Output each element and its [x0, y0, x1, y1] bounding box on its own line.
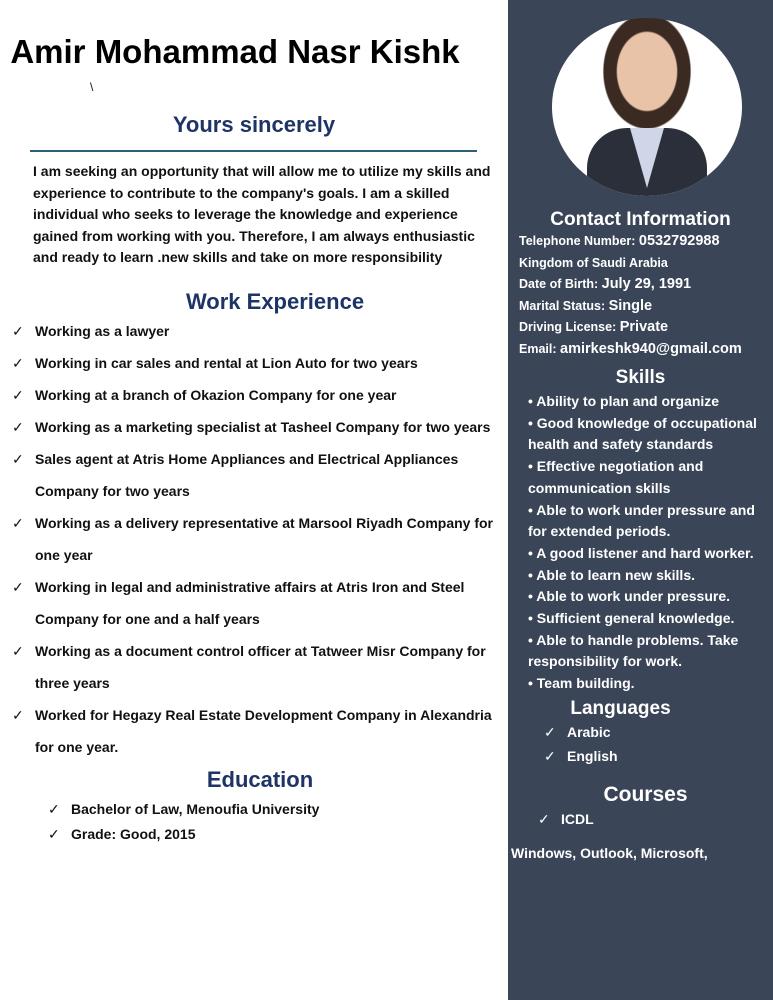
languages-list: [544, 720, 773, 768]
skill-item: [528, 500, 770, 543]
checkmark-icon: ✓: [538, 810, 550, 827]
item-text: Working in legal and administrative affairs at Atris Iron and Steel Company for one and a half years: [35, 578, 465, 627]
contact-label: Date of Birth:: [519, 277, 602, 291]
stray-mark: \: [90, 80, 94, 94]
skill-text: Ability to plan and organize: [536, 393, 720, 409]
list-item: [544, 720, 773, 744]
list-item: [12, 635, 504, 699]
bullet-icon: •: [528, 610, 537, 627]
skill-item: [528, 565, 770, 587]
item-text: Working as a marketing specialist at Tasheel Company for two years: [35, 418, 491, 435]
skill-item: [528, 586, 770, 608]
languages-heading: Languages: [570, 697, 671, 719]
closing-heading: Yours sincerely: [172, 112, 336, 137]
bullet-icon: •: [528, 393, 537, 409]
item-text: Worked for Hegazy Real Estate Development Company in Alexandria for one year.: [35, 706, 492, 755]
contact-label: Driving License:: [519, 320, 620, 334]
bullet-icon: •: [528, 414, 537, 431]
contact-value: Private: [619, 319, 669, 335]
checkmark-icon: ✓: [12, 450, 24, 467]
contact-value: 0532792988: [638, 233, 720, 249]
education-list: [48, 797, 508, 847]
checkmark-icon: ✓: [544, 723, 556, 740]
checkmark-icon: ✓: [544, 747, 556, 764]
list-item: [544, 744, 773, 768]
contact-item: [519, 253, 773, 275]
bullet-icon: •: [528, 588, 537, 605]
checkmark-icon: ✓: [12, 354, 24, 371]
contact-item: [519, 317, 773, 339]
contact-heading: Contact Information: [550, 209, 731, 230]
contact-value: July 29, 1991: [601, 276, 692, 292]
sidebar: [508, 0, 773, 1000]
skill-text: Effective negotiation and communication skills: [528, 458, 704, 496]
contact-item: [519, 274, 773, 296]
contact-label: Kingdom of Saudi Arabia: [519, 255, 668, 270]
skill-item: [528, 413, 770, 456]
skill-item: [528, 608, 770, 630]
contact-label: Email:: [519, 341, 560, 356]
skill-text: Able to work under pressure and for extended periods.: [528, 501, 755, 540]
contact-item: [519, 296, 773, 318]
list-item: [12, 411, 504, 443]
item-text: ICDL: [561, 810, 594, 827]
list-item: [12, 507, 504, 571]
list-item: [12, 571, 504, 635]
item-text: Working at a branch of Okazion Company for one year: [35, 386, 397, 403]
item-text: Working in car sales and rental at Lion Auto for two years: [35, 354, 418, 371]
item-text: Bachelor of Law, Menoufia University: [71, 800, 320, 817]
contact-label: Marital Status:: [519, 298, 609, 313]
item-text: English: [567, 747, 618, 764]
list-item: [12, 315, 504, 347]
courses-heading: Courses: [603, 782, 688, 806]
work-list: [12, 315, 504, 763]
list-item: [538, 807, 773, 831]
item-text: Sales agent at Atris Home Appliances and Electrical Appliances Company for two years: [35, 450, 459, 499]
bullet-icon: •: [528, 566, 537, 583]
bullet-icon: •: [528, 675, 537, 692]
checkmark-icon: ✓: [48, 825, 60, 842]
contact-list: [519, 231, 773, 360]
education-heading: Education: [206, 766, 314, 792]
skill-text: Able to learn new skills.: [536, 566, 695, 583]
item-text: Grade: Good, 2015: [71, 825, 196, 842]
skill-item: [528, 456, 770, 499]
skill-item: [528, 630, 770, 673]
candidate-name: Amir Mohammad Nasr Kishk: [10, 33, 460, 70]
profile-photo: [552, 18, 742, 196]
divider: [30, 150, 477, 152]
courses-list: [538, 807, 773, 831]
contact-item: [519, 339, 773, 361]
checkmark-icon: ✓: [12, 578, 24, 595]
skill-text: Team building.: [536, 675, 635, 692]
checkmark-icon: ✓: [12, 418, 24, 435]
checkmark-icon: ✓: [12, 322, 24, 339]
list-item: [48, 822, 508, 847]
skill-text: A good listener and hard worker.: [536, 544, 754, 561]
contact-value: Single: [608, 297, 653, 314]
list-item: [12, 443, 504, 507]
contact-label: Telephone Number:: [519, 234, 639, 248]
item-text: Working as a delivery representative at Marsool Riyadh Company for one year: [35, 514, 493, 563]
checkmark-icon: ✓: [12, 642, 24, 659]
courses-note: Windows, Outlook, Microsoft,: [511, 844, 708, 861]
contact-item: [519, 231, 773, 253]
item-text: Arabic: [567, 723, 611, 740]
skills-heading: Skills: [615, 367, 666, 388]
bullet-icon: •: [528, 458, 537, 475]
skill-item: [528, 543, 770, 565]
checkmark-icon: ✓: [12, 706, 24, 723]
checkmark-icon: ✓: [48, 800, 60, 817]
list-item: [12, 379, 504, 411]
skill-text: Sufficient general knowledge.: [536, 610, 735, 627]
skill-item: [528, 391, 770, 413]
summary-text: I am seeking an opportunity that will allow me to utilize my skills and experience to contribute to the company's goals. I am a skilled individual who seeks to leverage the knowledge and experience gained from working with you. Therefore, I am always enthusiastic and ready to learn .new skills and take on more responsibility: [33, 163, 491, 265]
skills-list: [528, 391, 770, 695]
skill-item: [528, 673, 770, 695]
work-heading: Work Experience: [185, 288, 365, 314]
skill-text: Able to work under pressure.: [536, 588, 730, 605]
skill-text: Good knowledge of occupational health and safety standards: [528, 414, 757, 453]
bullet-icon: •: [528, 501, 537, 518]
item-text: Working as a document control officer at Tatweer Misr Company for three years: [35, 642, 486, 691]
item-text: Working as a lawyer: [35, 322, 170, 339]
checkmark-icon: ✓: [12, 514, 24, 531]
skill-text: Able to handle problems. Take responsibility for work.: [528, 631, 739, 670]
contact-value: amirkeshk940@gmail.com: [560, 340, 742, 357]
list-item: [12, 347, 504, 379]
bullet-icon: •: [528, 544, 537, 561]
list-item: [48, 797, 508, 822]
bullet-icon: •: [528, 631, 537, 648]
checkmark-icon: ✓: [12, 386, 24, 403]
list-item: [12, 699, 504, 763]
